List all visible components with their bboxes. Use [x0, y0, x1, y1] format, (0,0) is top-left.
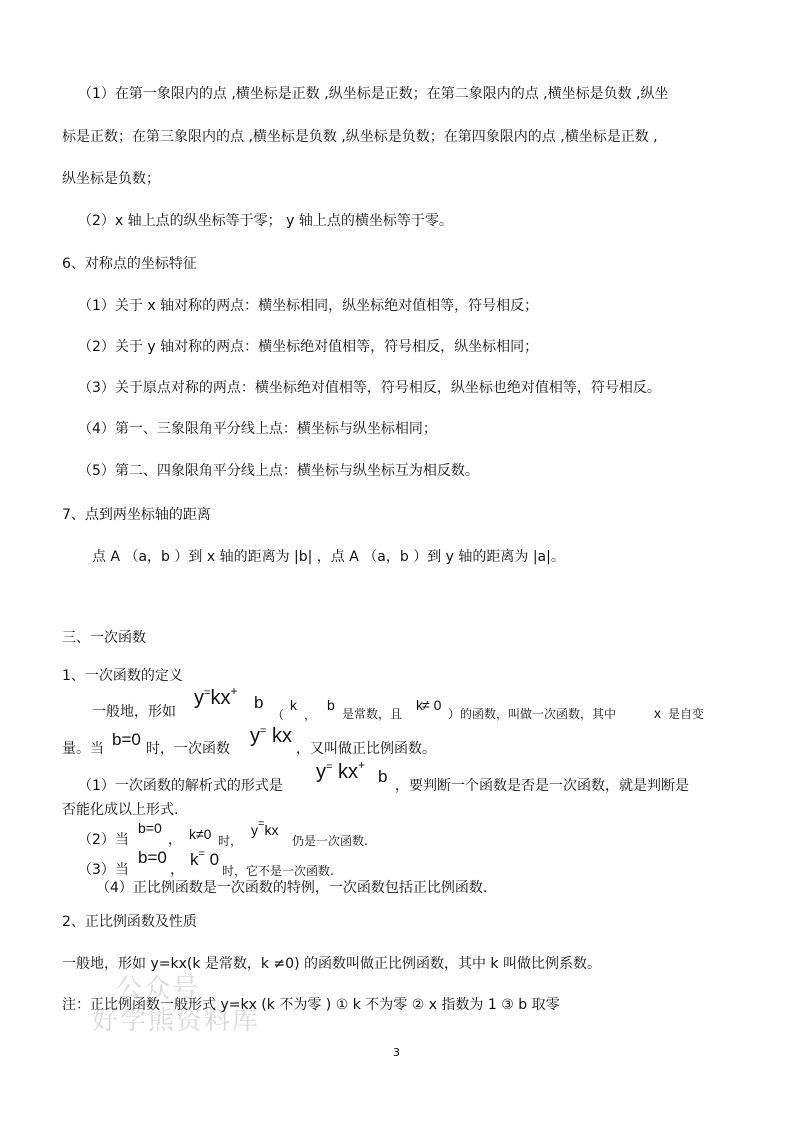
s2-body: 一般地，形如 y=kx(k 是常数，k ≠0) 的函数叫做正比例函数，其中 k 叫做比例系数。 [62, 956, 601, 972]
i1-formula-eq: = [326, 761, 333, 773]
i2-formula [251, 820, 278, 842]
i3-b0: b=0 [138, 848, 167, 867]
l2-rest: ，又叫做正比例函数。 [296, 741, 436, 757]
l2-text: 时，一次函数 [146, 741, 230, 757]
page-number: 3 [393, 1046, 400, 1059]
def-formula-eq: = [204, 687, 211, 699]
sec7-title: 7、点到两坐标轴的距离 [62, 507, 211, 523]
l2-b0: b=0 [112, 730, 141, 749]
def-x: x [654, 705, 661, 721]
i2-formula-eq: = [258, 818, 265, 830]
i3-rest: 时，它不是一次函数. [222, 864, 334, 878]
note: 注：正比例函数一般形式 y=kx (k 不为零 ) ① k 不为零 ② x 指数为 1 ③ b 取零 [62, 997, 560, 1013]
i2-formula-kx: kx [264, 822, 279, 838]
i2-formula-y: y [251, 822, 258, 838]
def-formula-plus: + [230, 684, 238, 698]
i1-formula-b: b [378, 767, 388, 786]
l2-formula-eq: = [260, 725, 267, 737]
part3-title: 三、一次函数 [62, 630, 146, 646]
l2-formula [250, 726, 292, 749]
sec5-item2: （2）x 轴上点的纵坐标等于零； y 轴上点的横坐标等于零。 [78, 213, 453, 229]
def-formula-kx: kx [210, 687, 231, 709]
def-const: 是常数，且 [342, 707, 403, 721]
i1-rest: ，要判断一个函数是否是一次函数，就是判断是 [395, 778, 689, 794]
i1-formula-plus: + [358, 758, 366, 772]
i2-rest: 仍是一次函数. [292, 834, 368, 848]
i3-intro: （3）当 [78, 862, 129, 878]
def-k-ne: k [416, 697, 423, 713]
def-b2: b [327, 697, 335, 713]
l2-formula-kx: kx [272, 725, 292, 747]
i3-zero: 0 [209, 850, 220, 869]
def-intro: 一般地，形如 [92, 704, 176, 720]
i3-comma: ， [170, 862, 184, 878]
def-formula-b: b [254, 693, 264, 712]
i3-k-eq-0 [190, 850, 219, 872]
i1-formula [316, 758, 366, 785]
sec5-item1-line3: 纵坐标是负数； [62, 171, 160, 187]
watermark-line2: 好学熊资料库 [92, 1006, 261, 1036]
sec7-body: 点 A （a，b ）到 x 轴的距离为 |b| ，点 A （a，b ）到 y 轴的距离为 |a|。 [92, 549, 565, 565]
sec6-title: 6、对称点的坐标特征 [62, 256, 197, 272]
def-formula-y: y [194, 687, 204, 709]
i3-eq: = [198, 848, 205, 860]
i1-formula-y: y [316, 761, 326, 783]
i2-intro: （2）当 [78, 832, 129, 848]
watermark-line1: 公众号 [116, 974, 201, 1004]
i2-b0: b=0 [138, 820, 162, 836]
def-paren-open: （ [272, 708, 285, 722]
def-formula [194, 684, 238, 711]
l2-intro: 量。当 [62, 741, 104, 757]
sec6-item4: （4）第一、三象限角平分线上点：横坐标与纵坐标相同； [78, 421, 437, 437]
def-ne-zero: ≠ 0 [422, 697, 442, 713]
def-k: k [290, 697, 297, 713]
def-var: 是自变 [668, 707, 705, 721]
i2-time: 时， [218, 834, 243, 848]
i4: （4）正比例函数是一次函数的特例，一次函数包括正比例函数. [96, 880, 488, 896]
sec6-item1: （1）关于 x 轴对称的两点：横坐标相同，纵坐标绝对值相等，符号相反； [78, 298, 539, 314]
def-comma: ， [304, 708, 317, 722]
i3-k: k [190, 850, 199, 869]
s2-title: 2、正比例函数及性质 [62, 914, 197, 930]
sec6-item3: （3）关于原点对称的两点：横坐标绝对值相等，符号相反，纵坐标也绝对值相等，符号相反。 [78, 380, 661, 396]
i1-intro: （1）一次函数的解析式的形式是 [78, 778, 283, 794]
i2-comma: ， [168, 832, 182, 848]
sec5-item1-line2: 标是正数；在第三象限内的点 ,横坐标是负数 ,纵坐标是负数；在第四象限内的点 ,横坐标是正数 , [62, 129, 658, 145]
sec6-item2: （2）关于 y 轴对称的两点：横坐标绝对值相等，符号相反，纵坐标相同； [78, 339, 539, 355]
l2-formula-y: y [250, 725, 260, 747]
part3-s1-title: 1、一次函数的定义 [62, 668, 183, 684]
i2-kne0: k≠0 [189, 826, 212, 842]
def-rest: ）的函数，叫做一次函数，其中 [448, 707, 617, 721]
i1-line2: 否能化成以上形式. [62, 802, 179, 818]
sec5-item1-line1: （1）在第一象限内的点 ,横坐标是正数 ,纵坐标是正数；在第二象限内的点 ,横坐标是负数 ,纵坐 [78, 86, 669, 102]
sec6-item5: （5）第二、四象限角平分线上点：横坐标与纵坐标互为相反数。 [78, 463, 479, 479]
i1-formula-kx: kx [338, 761, 358, 783]
